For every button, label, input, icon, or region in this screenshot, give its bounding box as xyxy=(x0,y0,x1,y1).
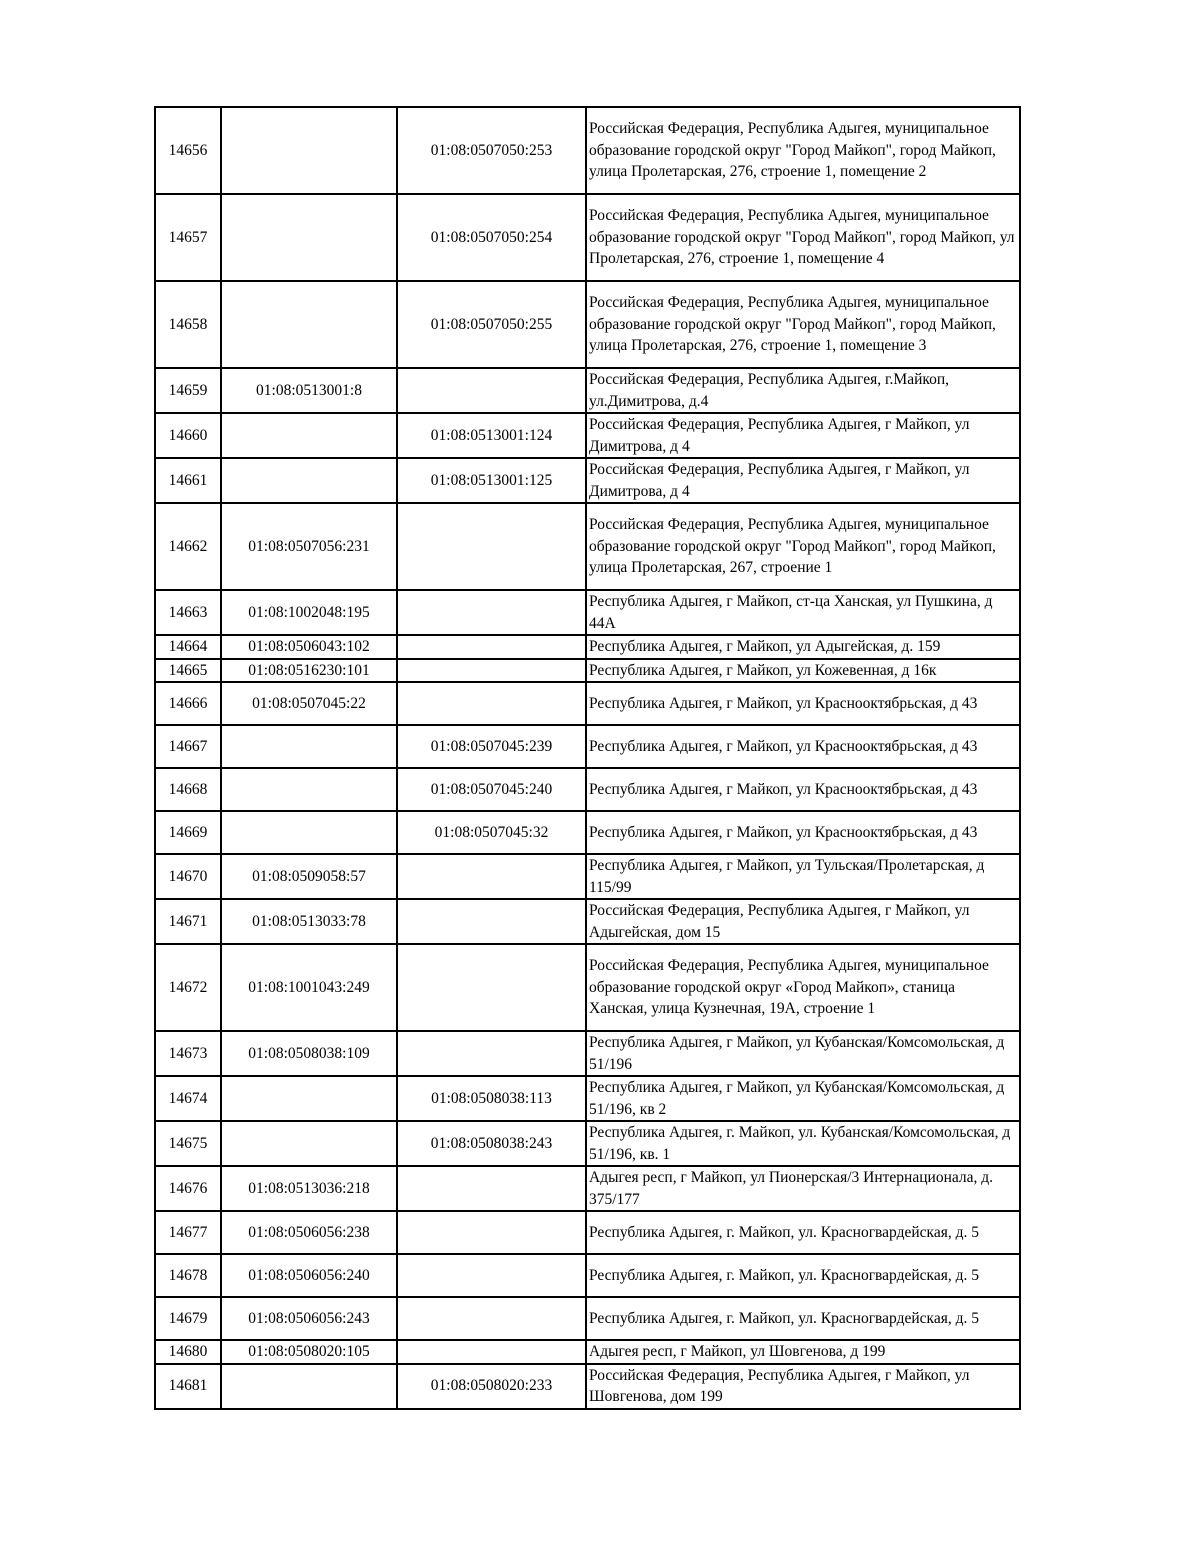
row-number-cell: 14673 xyxy=(155,1031,221,1076)
address-cell: Республика Адыгея, г Майкоп, ул Кубанская/Комсомольская, д 51/196, кв 2 xyxy=(586,1076,1020,1121)
object-cadastral-number-cell: 01:08:0507050:254 xyxy=(397,194,586,281)
address-cell: Республика Адыгея, г Майкоп, ст-ца Ханская, ул Пушкина, д 44А xyxy=(586,590,1020,635)
table-row xyxy=(155,944,1020,1031)
address-cell: Российская Федерация, Республика Адыгея, г.Майкоп, ул.Димитрова, д.4 xyxy=(586,368,1020,413)
row-number-cell: 14672 xyxy=(155,944,221,1031)
row-number-cell: 14675 xyxy=(155,1121,221,1166)
row-number-cell: 14666 xyxy=(155,682,221,725)
object-cadastral-number-cell xyxy=(397,368,586,413)
row-number-cell: 14674 xyxy=(155,1076,221,1121)
address-cell: Российская Федерация, Республика Адыгея, г Майкоп, ул Адыгейская, дом 15 xyxy=(586,899,1020,944)
address-cell: Республика Адыгея, г Майкоп, ул Краснооктябрьская, д 43 xyxy=(586,682,1020,725)
table-row xyxy=(155,1340,1020,1364)
address-cell: Республика Адыгея, г Майкоп, ул Кожевенная, д 16к xyxy=(586,659,1020,683)
object-cadastral-number-cell: 01:08:0507045:240 xyxy=(397,768,586,811)
row-number-cell: 14665 xyxy=(155,659,221,683)
table-row xyxy=(155,1254,1020,1297)
table-row xyxy=(155,194,1020,281)
land-cadastral-number-cell: 01:08:1002048:195 xyxy=(221,590,397,635)
table-row xyxy=(155,458,1020,503)
row-number-cell: 14668 xyxy=(155,768,221,811)
object-cadastral-number-cell xyxy=(397,1340,586,1364)
land-cadastral-number-cell xyxy=(221,107,397,194)
row-number-cell: 14660 xyxy=(155,413,221,458)
land-cadastral-number-cell: 01:08:0506056:243 xyxy=(221,1297,397,1340)
property-table xyxy=(154,106,1021,1410)
object-cadastral-number-cell: 01:08:0508038:113 xyxy=(397,1076,586,1121)
land-cadastral-number-cell xyxy=(221,1121,397,1166)
table-row xyxy=(155,1297,1020,1340)
object-cadastral-number-cell xyxy=(397,503,586,590)
table-row xyxy=(155,590,1020,635)
row-number-cell: 14676 xyxy=(155,1166,221,1211)
address-cell: Адыгея респ, г Майкоп, ул Шовгенова, д 199 xyxy=(586,1340,1020,1364)
land-cadastral-number-cell: 01:08:0513001:8 xyxy=(221,368,397,413)
land-cadastral-number-cell: 01:08:0509058:57 xyxy=(221,854,397,899)
address-cell: Российская Федерация, Республика Адыгея, муниципальное образование городской округ "Город Майкоп", город Майкоп, ул Пролетарская, 276, строение 1, помещение 4 xyxy=(586,194,1020,281)
address-cell: Республика Адыгея, г Майкоп, ул Краснооктябрьская, д 43 xyxy=(586,768,1020,811)
row-number-cell: 14661 xyxy=(155,458,221,503)
land-cadastral-number-cell: 01:08:0507045:22 xyxy=(221,682,397,725)
table-row xyxy=(155,413,1020,458)
address-cell: Российская Федерация, Республика Адыгея, г Майкоп, ул Димитрова, д 4 xyxy=(586,413,1020,458)
address-cell: Российская Федерация, Республика Адыгея, г Майкоп, ул Димитрова, д 4 xyxy=(586,458,1020,503)
table-row xyxy=(155,1076,1020,1121)
address-cell: Республика Адыгея, г Майкоп, ул Тульская/Пролетарская, д 115/99 xyxy=(586,854,1020,899)
address-cell: Республика Адыгея, г. Майкоп, ул. Кубанская/Комсомольская, д 51/196, кв. 1 xyxy=(586,1121,1020,1166)
row-number-cell: 14656 xyxy=(155,107,221,194)
object-cadastral-number-cell xyxy=(397,635,586,659)
land-cadastral-number-cell xyxy=(221,194,397,281)
address-cell: Республика Адыгея, г Майкоп, ул Краснооктябрьская, д 43 xyxy=(586,725,1020,768)
object-cadastral-number-cell: 01:08:0507045:32 xyxy=(397,811,586,854)
table-row xyxy=(155,725,1020,768)
land-cadastral-number-cell: 01:08:0516230:101 xyxy=(221,659,397,683)
row-number-cell: 14670 xyxy=(155,854,221,899)
object-cadastral-number-cell xyxy=(397,854,586,899)
address-cell: Республика Адыгея, г. Майкоп, ул. Красногвардейская, д. 5 xyxy=(586,1297,1020,1340)
land-cadastral-number-cell: 01:08:0513033:78 xyxy=(221,899,397,944)
table-row xyxy=(155,107,1020,194)
land-cadastral-number-cell: 01:08:1001043:249 xyxy=(221,944,397,1031)
address-cell: Республика Адыгея, г Майкоп, ул Кубанская/Комсомольская, д 51/196 xyxy=(586,1031,1020,1076)
row-number-cell: 14658 xyxy=(155,281,221,368)
table-row xyxy=(155,503,1020,590)
row-number-cell: 14681 xyxy=(155,1364,221,1409)
address-cell: Российская Федерация, Республика Адыгея, муниципальное образование городской округ "Город Майкоп", город Майкоп, улица Пролетарская, 276, строение 1, помещение 3 xyxy=(586,281,1020,368)
object-cadastral-number-cell xyxy=(397,944,586,1031)
row-number-cell: 14679 xyxy=(155,1297,221,1340)
row-number-cell: 14669 xyxy=(155,811,221,854)
object-cadastral-number-cell: 01:08:0507050:255 xyxy=(397,281,586,368)
land-cadastral-number-cell: 01:08:0507056:231 xyxy=(221,503,397,590)
land-cadastral-number-cell xyxy=(221,1076,397,1121)
land-cadastral-number-cell xyxy=(221,1364,397,1409)
table-row xyxy=(155,1031,1020,1076)
land-cadastral-number-cell: 01:08:0508038:109 xyxy=(221,1031,397,1076)
land-cadastral-number-cell xyxy=(221,725,397,768)
land-cadastral-number-cell xyxy=(221,413,397,458)
table-row xyxy=(155,368,1020,413)
row-number-cell: 14664 xyxy=(155,635,221,659)
object-cadastral-number-cell xyxy=(397,1254,586,1297)
object-cadastral-number-cell xyxy=(397,1297,586,1340)
land-cadastral-number-cell: 01:08:0506043:102 xyxy=(221,635,397,659)
row-number-cell: 14657 xyxy=(155,194,221,281)
table-row xyxy=(155,854,1020,899)
table-row xyxy=(155,1121,1020,1166)
table-row xyxy=(155,281,1020,368)
land-cadastral-number-cell xyxy=(221,458,397,503)
land-cadastral-number-cell: 01:08:0513036:218 xyxy=(221,1166,397,1211)
object-cadastral-number-cell: 01:08:0507050:253 xyxy=(397,107,586,194)
land-cadastral-number-cell xyxy=(221,811,397,854)
table-row xyxy=(155,1166,1020,1211)
address-cell: Российская Федерация, Республика Адыгея, г Майкоп, ул Шовгенова, дом 199 xyxy=(586,1364,1020,1409)
land-cadastral-number-cell xyxy=(221,768,397,811)
land-cadastral-number-cell xyxy=(221,281,397,368)
object-cadastral-number-cell xyxy=(397,899,586,944)
land-cadastral-number-cell: 01:08:0506056:238 xyxy=(221,1211,397,1254)
address-cell: Республика Адыгея, г. Майкоп, ул. Красногвардейская, д. 5 xyxy=(586,1254,1020,1297)
row-number-cell: 14678 xyxy=(155,1254,221,1297)
table-body xyxy=(155,107,1020,1409)
row-number-cell: 14659 xyxy=(155,368,221,413)
row-number-cell: 14671 xyxy=(155,899,221,944)
address-cell: Российская Федерация, Республика Адыгея, муниципальное образование городской округ "Город Майкоп", город Майкоп, улица Пролетарская, 267, строение 1 xyxy=(586,503,1020,590)
address-cell: Республика Адыгея, г Майкоп, ул Адыгейская, д. 159 xyxy=(586,635,1020,659)
row-number-cell: 14677 xyxy=(155,1211,221,1254)
table-row xyxy=(155,659,1020,683)
address-cell: Российская Федерация, Республика Адыгея, муниципальное образование городской округ "Город Майкоп", город Майкоп, улица Пролетарская, 276, строение 1, помещение 2 xyxy=(586,107,1020,194)
object-cadastral-number-cell: 01:08:0507045:239 xyxy=(397,725,586,768)
address-cell: Адыгея респ, г Майкоп, ул Пионерская/3 Интернационала, д. 375/177 xyxy=(586,1166,1020,1211)
row-number-cell: 14662 xyxy=(155,503,221,590)
land-cadastral-number-cell: 01:08:0508020:105 xyxy=(221,1340,397,1364)
table-row xyxy=(155,811,1020,854)
row-number-cell: 14663 xyxy=(155,590,221,635)
object-cadastral-number-cell: 01:08:0508020:233 xyxy=(397,1364,586,1409)
table-row xyxy=(155,1364,1020,1409)
address-cell: Республика Адыгея, г Майкоп, ул Краснооктябрьская, д 43 xyxy=(586,811,1020,854)
table-row xyxy=(155,1211,1020,1254)
row-number-cell: 14680 xyxy=(155,1340,221,1364)
address-cell: Российская Федерация, Республика Адыгея, муниципальное образование городской округ «Город Майкоп», станица Ханская, улица Кузнечная, 19А, строение 1 xyxy=(586,944,1020,1031)
object-cadastral-number-cell xyxy=(397,659,586,683)
object-cadastral-number-cell xyxy=(397,1211,586,1254)
object-cadastral-number-cell xyxy=(397,1031,586,1076)
row-number-cell: 14667 xyxy=(155,725,221,768)
address-cell: Республика Адыгея, г. Майкоп, ул. Красногвардейская, д. 5 xyxy=(586,1211,1020,1254)
object-cadastral-number-cell: 01:08:0513001:124 xyxy=(397,413,586,458)
land-cadastral-number-cell: 01:08:0506056:240 xyxy=(221,1254,397,1297)
table-row xyxy=(155,682,1020,725)
object-cadastral-number-cell xyxy=(397,1166,586,1211)
object-cadastral-number-cell xyxy=(397,682,586,725)
object-cadastral-number-cell: 01:08:0508038:243 xyxy=(397,1121,586,1166)
table-row xyxy=(155,768,1020,811)
object-cadastral-number-cell: 01:08:0513001:125 xyxy=(397,458,586,503)
object-cadastral-number-cell xyxy=(397,590,586,635)
table-row xyxy=(155,899,1020,944)
table-row xyxy=(155,635,1020,659)
